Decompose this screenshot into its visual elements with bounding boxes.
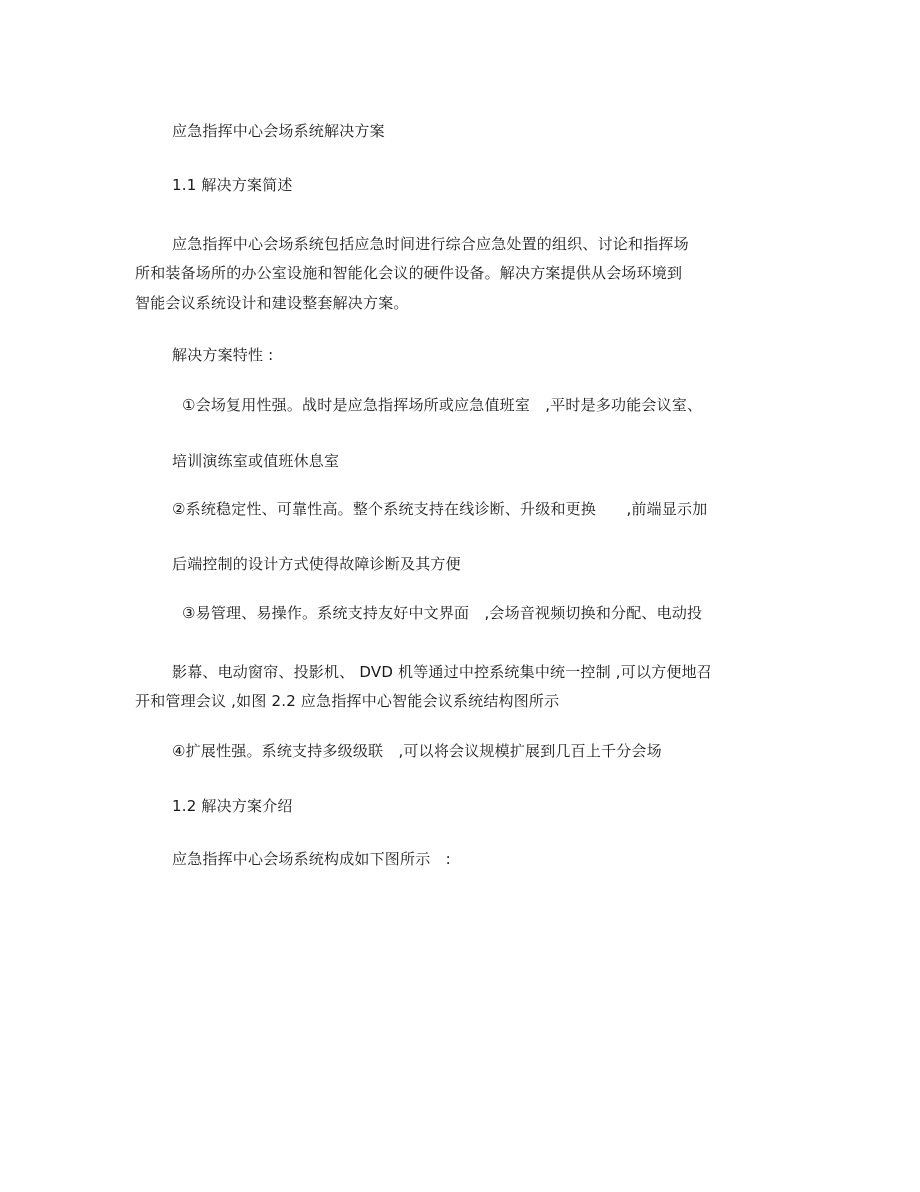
feature-3-line: 影幕、电动窗帘、投影机、 DVD 机等通过中控系统集中统一控制 ,可以方便地召: [172, 663, 712, 681]
feature-3-line: ③易管理、易操作。系统支持友好中文界面 ,会场音视频切换和分配、电动投: [182, 604, 703, 622]
paragraph-line: 应急指挥中心会场系统包括应急时间进行综合应急处置的组织、讨论和指挥场: [172, 235, 689, 253]
section-1-2-intro: 应急指挥中心会场系统构成如下图所示 :: [172, 850, 451, 868]
feature-4-line: ④扩展性强。系统支持多级级联 ,可以将会议规模扩展到几百上千分会场: [172, 742, 662, 760]
paragraph-line: 智能会议系统设计和建设整套解决方案。: [135, 294, 409, 312]
feature-1-line: ①会场复用性强。战时是应急指挥场所或应急值班室 ,平时是多功能会议室、: [182, 396, 703, 414]
paragraph-line: 所和装备场所的办公室设施和智能化会议的硬件设备。解决方案提供从会场环境到: [135, 264, 683, 282]
feature-3-line: 开和管理会议 ,如图 2.2 应急指挥中心智能会议系统结构图所示: [135, 692, 560, 710]
feature-1-line: 培训演练室或值班休息室: [172, 452, 340, 470]
feature-2-line: 后端控制的设计方式使得故障诊断及其方便: [172, 555, 461, 573]
document-title: 应急指挥中心会场系统解决方案: [172, 122, 385, 140]
section-1-1-heading: 1.1 解决方案简述: [172, 176, 293, 194]
feature-2-line: ②系统稳定性、可靠性高。整个系统支持在线诊断、升级和更换 ,前端显示加: [172, 500, 708, 518]
section-1-2-heading: 1.2 解决方案介绍: [172, 797, 293, 815]
features-label: 解决方案特性 :: [172, 346, 274, 364]
